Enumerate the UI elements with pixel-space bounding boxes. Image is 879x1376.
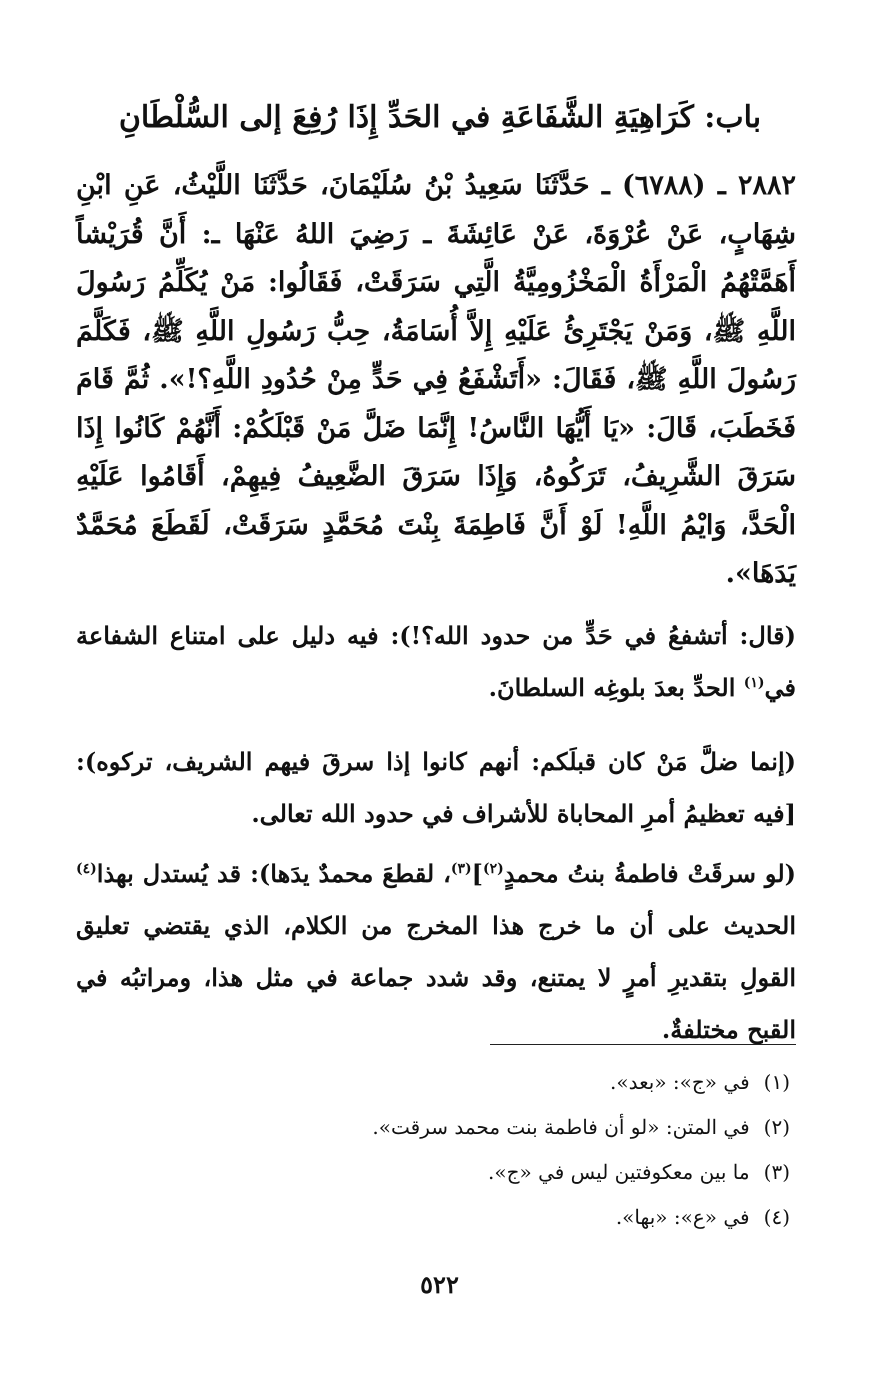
commentary-paragraph-3 xyxy=(76,848,796,1056)
footnote-3 xyxy=(76,1150,790,1195)
chapter-heading xyxy=(80,96,800,140)
commentary-paragraph-2: (إنما ضلَّ مَنْ كان قبلَكم: أنهم كانوا إذا سرقَ فيهم الشريف، تركوه): [فيه تعظيمُ أمرِ المحاباة للأشراف في حدود الله تعالى. xyxy=(76,747,796,828)
footnote-number: (١) xyxy=(763,1070,790,1094)
footnote-number: (٤) xyxy=(763,1205,790,1229)
commentary-paragraph-1 xyxy=(76,610,796,714)
chapter-title: : كَرَاهِيَةِ الشَّفَاعَةِ في الحَدِّ إِذَا رُفِعَ إلى السُّلْطَانِ xyxy=(118,100,716,135)
chapter-label: باب xyxy=(715,100,762,135)
footnote-ref-3: (٣) xyxy=(450,861,472,877)
commentary-p1-tail: الحدِّ بعدَ بلوغِه السلطانَ. xyxy=(488,673,744,702)
footnote-text: في المتن: «لو أن فاطمة بنت محمد سرقت». xyxy=(372,1115,750,1139)
commentary-p3-c: ، لقطعَ محمدٌ يدَها): قد يُستدل بهذا xyxy=(96,859,451,888)
footnotes xyxy=(76,1060,790,1240)
footnote-number: (٢) xyxy=(763,1115,790,1139)
footnote-ref-2: (٢) xyxy=(483,861,504,877)
commentary-p3-d: الحديث على أن ما خرج هذا المخرج من الكلام، الذي يقتضي تعليق القولِ بتقديرِ أمرٍ لا يمتنع، وقد شدد جماعة في مثل هذا، ومراتبُه في القبح مختلفةٌ. xyxy=(76,911,796,1044)
footnote-ref-1: (١) xyxy=(743,675,765,691)
hadith-text: ٢٨٨٢ ـ (٦٧٨٨) ـ حَدَّثَنَا سَعِيدُ بْنُ سُلَيْمَانَ، حَدَّثَنَا اللَّيْثُ، عَنِ ابْنِ شِهَابٍ، عَنْ عُرْوَةَ، عَنْ عَائِشَةَ ـ رَضِيَ اللهُ عَنْهَا ـ: أَنَّ قُرَيْشاً أَهَمَّتْهُمُ الْمَرْأَةُ الْمَخْزُومِيَّةُ الَّتِي سَرَقَتْ، فَقَالُوا: مَنْ يُكَلِّمُ رَسُولَ اللَّهِ ﷺ، وَمَنْ يَجْتَرِئُ عَلَيْهِ إِلاَّ أُسَامَةُ، حِبُّ رَسُولِ اللَّهِ ﷺ، فَكَلَّمَ رَسُولَ اللَّهِ ﷺ، فَقَالَ: «أَتَشْفَعُ فِي حَدٍّ مِنْ حُدُودِ اللَّهِ؟!». ثُمَّ قَامَ فَخَطَبَ، قَالَ: «يَا أَيُّهَا النَّاسُ! إِنَّمَا ضَلَّ مَنْ قَبْلَكُمْ: أَنَّهُمْ كَانُوا إِذَا سَرَقَ الشَّرِيفُ، تَرَكُوهُ، وَإِذَا سَرَقَ الضَّعِيفُ فِيهِمْ، أَقَامُوا عَلَيْهِ الْحَدَّ، وَايْمُ اللَّهِ! لَوْ أَنَّ فَاطِمَةَ بِنْتَ مُحَمَّدٍ سَرَقَتْ، لَقَطَعَ مُحَمَّدٌ يَدَهَا». xyxy=(76,170,796,589)
page-number: ٥٢٢ xyxy=(420,1270,459,1299)
footnote-number: (٣) xyxy=(763,1160,790,1184)
footnote-divider xyxy=(490,1044,796,1045)
commentary-p1-main: (قال: أتشفعُ في حَدٍّ من حدود الله؟!): فيه دليل على امتناع الشفاعة في xyxy=(76,621,796,702)
commentary-p3-a: (لو سرقَتْ فاطمةُ بنتُ محمدٍ xyxy=(503,859,796,888)
footnote-2 xyxy=(76,1105,790,1150)
footnote-text: في «ج»: «بعد». xyxy=(610,1070,750,1094)
footnote-text: في «ع»: «بها». xyxy=(615,1205,750,1229)
commentary-p3-b: ] xyxy=(471,859,484,888)
footnote-4 xyxy=(76,1195,790,1240)
footnote-text: ما بين معكوفتين ليس في «ج». xyxy=(488,1160,750,1184)
footnote-1 xyxy=(76,1060,790,1105)
footnote-ref-4: (٤) xyxy=(76,861,97,877)
